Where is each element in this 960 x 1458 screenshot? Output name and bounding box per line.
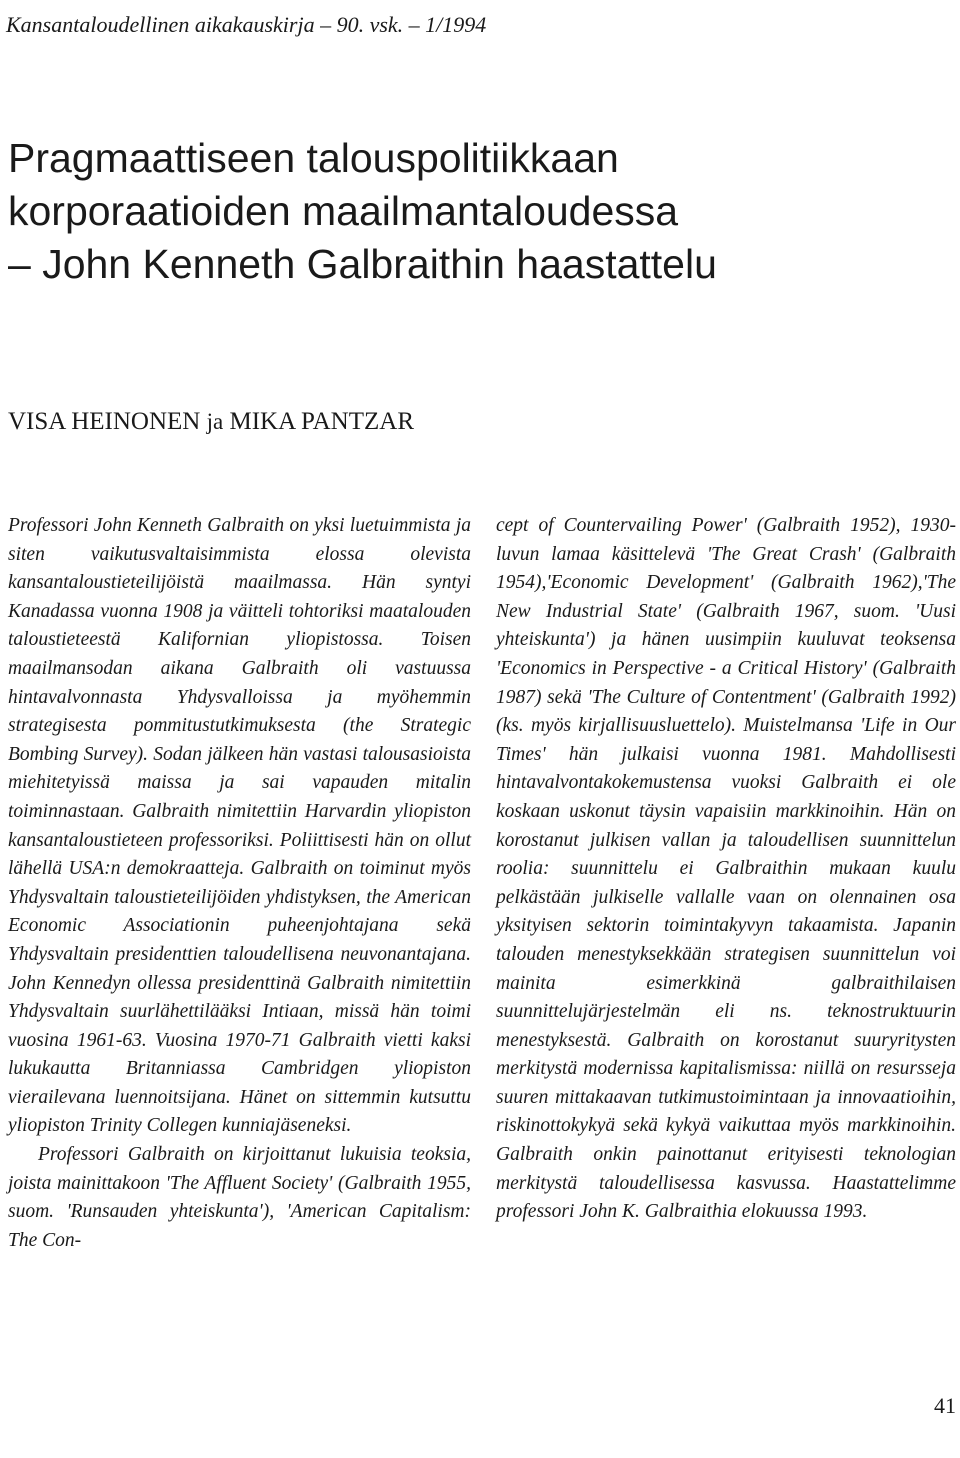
body-column-right [496,512,956,1227]
article-title [8,132,717,291]
author-conjunction: ja [206,409,224,434]
running-head: Kansantaloudellinen aikakauskirja – 90. vsk. – 1/1994 [6,12,487,37]
intro-paragraph-1: Professori John Kenneth Galbraith on yksi luetuimmista ja siten vaikutusvaltaisimmista elossa olevista kansantaloustieteilijöistä maailmassa. Hän syntyi Kanadassa vuonna 1908 ja väitteli tohtoriksi maatalouden taloustieteestä Kalifornian yliopistossa. Toisen maailmansodan aikana Galbraith oli vastuussa hintavalvonnasta Yhdysvalloissa ja myöhemmin strategisesta pommitustutkimuksesta (the Strategic Bombing Survey). Sodan jälkeen hän vastasi talousasioista miehitetyissä maissa ja sai vapauden mitalin toiminnastaan. Galbraith nimitettiin Harvardin yliopiston kansantaloustieteen professoriksi. Poliittisesti hän on ollut lähellä USA:n demokraatteja. Galbraith on toiminut myös Yhdysvaltain taloustieteilijöiden yhdistyksen, the American Economic Associationin puheenjohtajana sekä Yhdysvaltain presidenttien taloudellisena neuvonantajana. John Kennedyn ollessa presidenttinä Galbraith nimitettiin Yhdysvaltain suurlähettilääksi Intiaan, missä hän toimi vuosina 1961-63. Vuosina 1970-71 Galbraith vietti kaksi lukukautta Britanniassa Cambridgen yliopiston vierailevana luennoitsijana. Hänet on sittemmin kutsuttu yliopiston Trinity Collegen kunniajäseneksi. [8,515,471,1137]
intro-paragraph-2-continued: cept of Countervailing Power' (Galbraith 1952), 1930-luvun lamaa käsittelevä 'The Great Crash' (Galbraith 1954),'Economic Development' (Galbraith 1962),'The New Industrial State' (Galbraith 1967, suom. 'Uusi yhteiskunta') ja hänen uusimpiin kuuluvat teoksensa 'Economics in Perspective - a Critical History' (Galbraith 1987) sekä 'The Culture of Contentment' (Galbraith 1992) (ks. myös kirjallisuusluettelo). Muistelmansa 'Life in Our Times' hän julkaisi vuonna 1981. Mahdollisesti hintavalvontakokemustensa vuoksi Galbraith ei ole koskaan uskonut täysin vapaisiin markkinoihin. Hän on korostanut julkisen vallan ja taloudellisen suunnittelun roolia: suunnittelu ei Galbraithin mukaan kuulu pelkästään julkiselle vallalle vaan on olennainen osa yksityisen sektorin toimintakyvyn takaamista. Japanin talouden menestyksekkään strategisen suunnittelun voi mainita esimerkkinä galbraithilaisen suunnittelujärjestelmän eli ns. teknostruktuurin menestyksestä. Galbraith on korostanut suuryritysten merkitystä modernissa kapitalismissa: niillä on resursseja suuren mittakaavan tutkimustoimintaan ja innovaatioihin, riskinottokykyä sekä kykyä vaikuttaa myös markkinoihin. Galbraith onkin painottanut erityisesti teknologian merkitystä taloudellisessa kasvussa. Haastattelimme professori John K. Galbraithia elokuussa 1993. [496,515,956,1223]
title-line-3: – John Kenneth Galbraithin haastattelu [8,241,717,287]
author-name-2: MIKA PANTZAR [229,408,414,435]
title-line-2: korporaatioiden maailmantaloudessa [8,188,679,234]
title-line-1: Pragmaattiseen talouspolitiikkaan [8,135,619,181]
author-byline [8,408,414,436]
intro-paragraph-2: Professori Galbraith on kirjoittanut lukuisia teoksia, joista mainittakoon 'The Affluent Society' (Galbraith 1955, suom. 'Runsauden yhteiskunta'), 'American Capitalism: The Con- [8,1144,471,1251]
author-name-1: VISA HEINONEN [8,408,201,435]
page-number: 41 [934,1393,956,1418]
body-column-left [8,512,471,1255]
